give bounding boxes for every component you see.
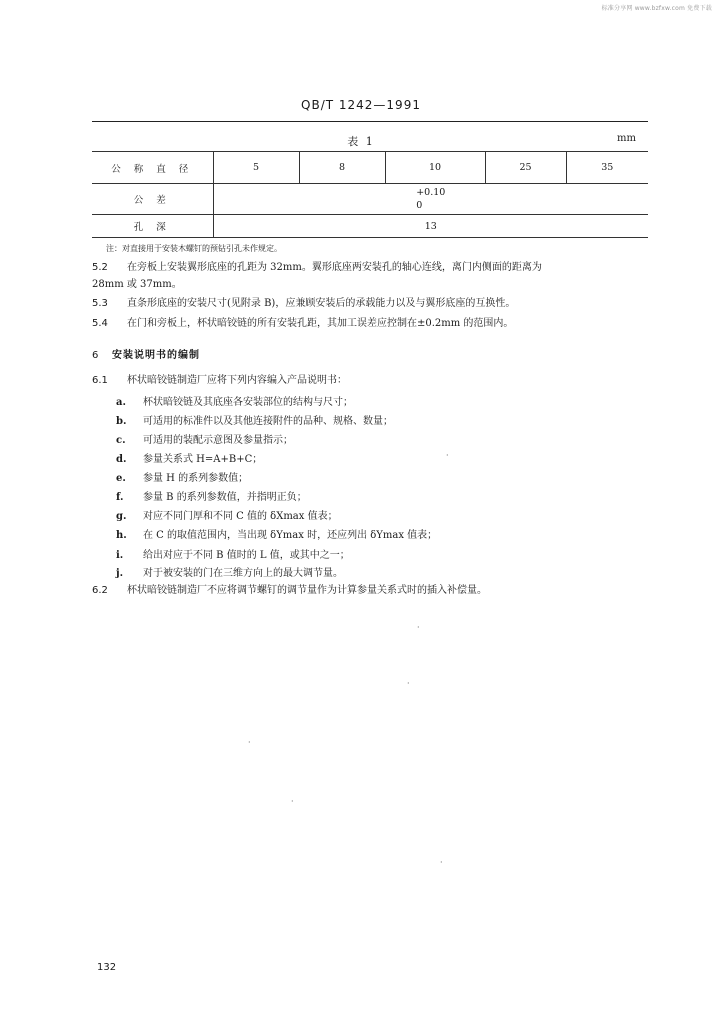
row-label-tolerance: 公 差: [92, 184, 213, 215]
table-row-hole-depth: [92, 215, 648, 238]
scan-speck: ·: [407, 679, 410, 688]
item-letter: b.: [116, 416, 127, 427]
list-item: [116, 412, 393, 427]
clause-text: 杯状暗铰链制造厂应将下列内容编入产品说明书：: [127, 375, 347, 386]
tolerance-lower: 0: [416, 200, 423, 211]
item-text: 杯状暗铰链及其底座各安装部位的结构与尺寸；: [143, 397, 353, 408]
table-cell: 8: [299, 152, 385, 184]
item-letter: e.: [116, 473, 126, 484]
item-text: 参量关系式 H=A+B+C；: [143, 454, 263, 465]
list-item: [116, 507, 338, 522]
clause-text: 在门和旁板上，杯状暗铰链的所有安装孔距，其加工误差应控制在±0.2mm 的范围内。: [127, 318, 514, 329]
clause-number: 5.3: [92, 298, 108, 309]
section-number: 6: [92, 350, 100, 361]
clause-continuation: 28mm 或 37mm。: [92, 279, 182, 290]
header-rule: [92, 121, 648, 122]
table-cell: 5: [213, 152, 299, 184]
item-letter: j.: [116, 568, 124, 579]
row-label-hole-depth: 孔 深: [92, 215, 213, 238]
item-text: 对于被安装的门在三维方向上的最大调节量。: [143, 568, 343, 579]
clause-number: 5.4: [92, 318, 108, 329]
tolerance-value: [416, 186, 445, 212]
item-letter: g.: [116, 511, 127, 522]
list-item: [116, 393, 353, 408]
clause-6-1: [92, 372, 652, 389]
table-note: 注：对直接用于安装木螺钉的预钻引孔未作规定。: [106, 244, 282, 253]
list-item: [116, 546, 350, 561]
table-cell: 10: [385, 152, 485, 184]
row-label-nominal-diameter: 公 称 直 径: [92, 152, 213, 184]
scan-speck: ·: [446, 451, 449, 460]
scan-speck: ·: [248, 738, 251, 747]
scan-speck: ·: [440, 858, 443, 867]
table-cell: 35: [566, 152, 648, 184]
clause-text: 在旁板上安装翼形底座的孔距为 32mm。翼形底座两安装孔的轴心连线，离门内侧面的距离为: [127, 262, 542, 273]
clause-5-4: [92, 315, 652, 332]
item-letter: a.: [116, 397, 126, 408]
clause-text: 杯状暗铰链制造厂不应将调节螺钉的调节量作为计算参量关系式时的插入补偿量。: [127, 585, 487, 596]
clause-5-2: [92, 259, 652, 293]
list-item: [116, 526, 437, 541]
item-text: 参量 H 的系列参数值；: [143, 473, 249, 484]
hole-depth-value: 13: [213, 215, 648, 238]
tolerance-upper: +0.10: [416, 187, 446, 198]
page-number: 132: [97, 962, 117, 973]
table-row-nominal-diameter: [92, 152, 648, 184]
table-row-tolerance: [92, 184, 648, 215]
item-text: 可适用的装配示意图及参量指示；: [143, 435, 293, 446]
list-item: [116, 564, 343, 579]
clause-text: 直条形底座的安装尺寸(见附录 B)，应兼顾安装后的承载能力以及与翼形底座的互换性。: [127, 298, 516, 309]
clause-5-3: [92, 295, 652, 312]
item-letter: i.: [116, 550, 124, 561]
item-text: 在 C 的取值范围内，当出现 δYmax 时，还应列出 δYmax 值表；: [143, 530, 438, 541]
table-title: 表 1: [347, 135, 375, 148]
section-6-heading: [92, 346, 200, 361]
item-letter: h.: [116, 530, 127, 541]
clause-number: 5.2: [92, 262, 108, 273]
item-text: 对应不同门厚和不同 C 值的 δXmax 值表；: [143, 511, 338, 522]
item-letter: d.: [116, 454, 127, 465]
item-text: 参量 B 的系列参数值，并指明正负；: [143, 492, 307, 503]
standard-code-header: QB/T 1242—1991: [301, 98, 421, 112]
list-item: [116, 450, 262, 465]
clause-6-2: [92, 582, 652, 599]
item-text: 可适用的标准件以及其他连接附件的品种、规格、数量；: [143, 416, 393, 427]
item-letter: c.: [116, 435, 126, 446]
item-text: 给出对应于不同 B 值时的 L 值，或其中之一；: [143, 550, 350, 561]
list-item: [116, 431, 293, 446]
list-item: [116, 469, 248, 484]
table-unit: mm: [617, 133, 636, 144]
scan-speck: ·: [417, 623, 420, 632]
watermark-text: 标准分享网 www.bzfxw.com 免费下载: [601, 5, 712, 12]
scan-speck: ·: [291, 797, 294, 806]
spec-table: [92, 151, 648, 238]
section-title: 安装说明书的编制: [112, 350, 200, 361]
tolerance-value-cell: [213, 184, 648, 215]
clause-number: 6.1: [92, 375, 108, 386]
list-item: [116, 488, 307, 503]
table-cell: 25: [485, 152, 566, 184]
item-letter: f.: [116, 492, 124, 503]
clause-number: 6.2: [92, 585, 108, 596]
